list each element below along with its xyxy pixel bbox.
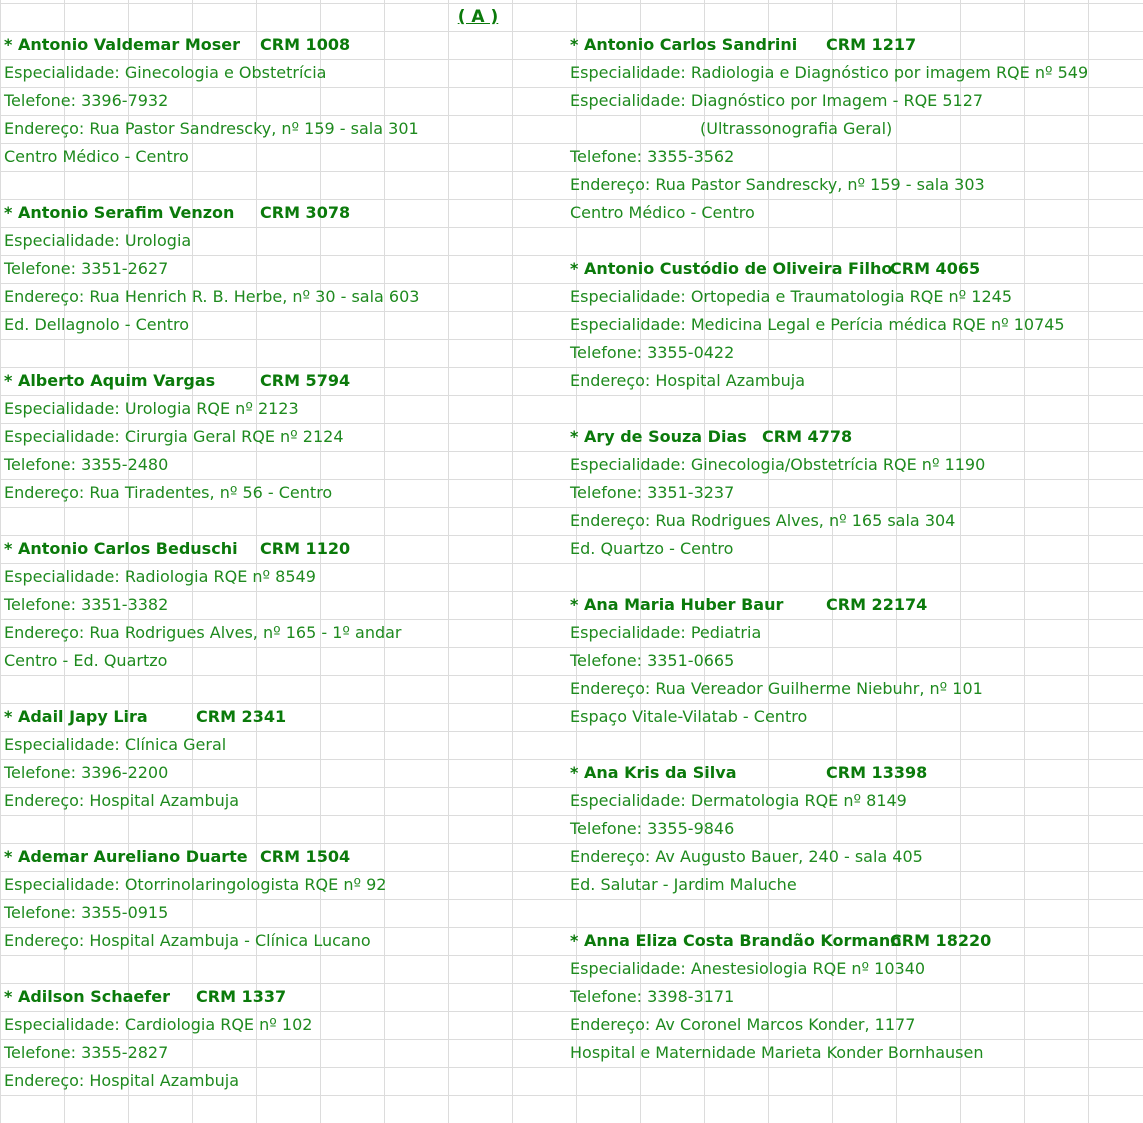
- right-doctor-detail[interactable]: Especialidade: Diagnóstico por Imagem - RQE 5127: [570, 91, 984, 110]
- right-doctor-crm[interactable]: CRM 22174: [826, 595, 928, 614]
- section-header-a[interactable]: ( A ): [457, 7, 499, 27]
- right-doctor-detail[interactable]: Centro Médico - Centro: [570, 203, 755, 222]
- left-doctor-detail[interactable]: Especialidade: Urologia RQE nº 2123: [4, 399, 299, 418]
- left-doctor-detail[interactable]: Endereço: Rua Henrich R. B. Herbe, nº 30 - sala 603: [4, 287, 420, 306]
- right-doctor-name[interactable]: * Ana Kris da Silva: [570, 763, 737, 782]
- left-doctor-detail[interactable]: Telefone: 3351-2627: [4, 259, 169, 278]
- right-doctor-detail[interactable]: Endereço: Rua Rodrigues Alves, nº 165 sala 304: [570, 511, 956, 530]
- right-doctor-detail[interactable]: (Ultrassonografia Geral): [700, 119, 893, 138]
- right-doctor-detail[interactable]: Endereço: Hospital Azambuja: [570, 371, 806, 390]
- right-doctor-detail[interactable]: Espaço Vitale-Vilatab - Centro: [570, 707, 808, 726]
- left-doctor-detail[interactable]: Endereço: Hospital Azambuja: [4, 1071, 240, 1090]
- right-doctor-detail[interactable]: Telefone: 3398-3171: [570, 987, 735, 1006]
- right-doctor-detail[interactable]: Especialidade: Ortopedia e Traumatologia RQE nº 1245: [570, 287, 1012, 306]
- right-doctor-detail[interactable]: Especialidade: Medicina Legal e Perícia médica RQE nº 10745: [570, 315, 1065, 334]
- right-doctor-detail[interactable]: Especialidade: Pediatria: [570, 623, 762, 642]
- left-doctor-detail[interactable]: Telefone: 3396-7932: [4, 91, 169, 110]
- left-doctor-detail[interactable]: Telefone: 3396-2200: [4, 763, 169, 782]
- left-doctor-detail[interactable]: Endereço: Rua Tiradentes, nº 56 - Centro: [4, 483, 333, 502]
- left-doctor-detail[interactable]: Especialidade: Clínica Geral: [4, 735, 227, 754]
- right-doctor-detail[interactable]: Especialidade: Dermatologia RQE nº 8149: [570, 791, 907, 810]
- left-doctor-detail[interactable]: Ed. Dellagnolo - Centro: [4, 315, 190, 334]
- left-doctor-crm[interactable]: CRM 3078: [260, 203, 351, 222]
- left-doctor-detail[interactable]: Endereço: Rua Pastor Sandrescky, nº 159 - sala 301: [4, 119, 419, 138]
- right-doctor-detail[interactable]: Hospital e Maternidade Marieta Konder Bornhausen: [570, 1043, 984, 1062]
- right-doctor-detail[interactable]: Endereço: Rua Vereador Guilherme Niebuhr, nº 101: [570, 679, 983, 698]
- left-doctor-crm[interactable]: CRM 1008: [260, 35, 351, 54]
- left-doctor-name[interactable]: * Ademar Aureliano Duarte: [4, 847, 248, 866]
- left-doctor-detail[interactable]: Centro Médico - Centro: [4, 147, 189, 166]
- right-doctor-detail[interactable]: Especialidade: Ginecologia/Obstetrícia RQE nº 1190: [570, 455, 986, 474]
- left-doctor-detail[interactable]: Especialidade: Otorrinolaringologista RQE nº 92: [4, 875, 387, 894]
- left-doctor-crm[interactable]: CRM 5794: [260, 371, 351, 390]
- left-doctor-name[interactable]: * Alberto Aquim Vargas: [4, 371, 216, 390]
- right-doctor-crm[interactable]: CRM 18220: [890, 931, 992, 950]
- left-doctor-detail[interactable]: Endereço: Hospital Azambuja - Clínica Lucano: [4, 931, 371, 950]
- left-doctor-crm[interactable]: CRM 1504: [260, 847, 351, 866]
- left-doctor-detail[interactable]: Centro - Ed. Quartzo: [4, 651, 168, 670]
- left-doctor-detail[interactable]: Telefone: 3351-3382: [4, 595, 169, 614]
- right-doctor-crm[interactable]: CRM 4778: [762, 427, 853, 446]
- left-doctor-name[interactable]: * Adilson Schaefer: [4, 987, 170, 1006]
- right-doctor-detail[interactable]: Telefone: 3355-9846: [570, 819, 735, 838]
- left-doctor-detail[interactable]: Endereço: Hospital Azambuja: [4, 791, 240, 810]
- right-doctor-name[interactable]: * Antonio Custódio de Oliveira Filho: [570, 259, 893, 278]
- right-doctor-detail[interactable]: Especialidade: Anestesiologia RQE nº 10340: [570, 959, 926, 978]
- left-doctor-detail[interactable]: Especialidade: Radiologia RQE nº 8549: [4, 567, 316, 586]
- left-doctor-detail[interactable]: Endereço: Rua Rodrigues Alves, nº 165 - 1º andar: [4, 623, 402, 642]
- left-doctor-detail[interactable]: Telefone: 3355-2480: [4, 455, 169, 474]
- right-doctor-detail[interactable]: Endereço: Av Augusto Bauer, 240 - sala 405: [570, 847, 923, 866]
- right-doctor-detail[interactable]: Ed. Salutar - Jardim Maluche: [570, 875, 797, 894]
- left-doctor-detail[interactable]: Especialidade: Urologia: [4, 231, 192, 250]
- right-doctor-crm[interactable]: CRM 13398: [826, 763, 928, 782]
- left-doctor-crm[interactable]: CRM 1337: [196, 987, 287, 1006]
- right-doctor-name[interactable]: * Antonio Carlos Sandrini: [570, 35, 798, 54]
- right-doctor-detail[interactable]: Endereço: Rua Pastor Sandrescky, nº 159 - sala 303: [570, 175, 985, 194]
- right-doctor-detail[interactable]: Especialidade: Radiologia e Diagnóstico por imagem RQE nº 549: [570, 63, 1089, 82]
- right-doctor-detail[interactable]: Telefone: 3351-0665: [570, 651, 735, 670]
- right-doctor-detail[interactable]: Endereço: Av Coronel Marcos Konder, 1177: [570, 1015, 916, 1034]
- right-doctor-name[interactable]: * Ary de Souza Dias: [570, 427, 747, 446]
- left-doctor-detail[interactable]: Especialidade: Ginecologia e Obstetrícia: [4, 63, 327, 82]
- left-doctor-detail[interactable]: Telefone: 3355-0915: [4, 903, 169, 922]
- left-doctor-detail[interactable]: Especialidade: Cirurgia Geral RQE nº 2124: [4, 427, 344, 446]
- left-doctor-crm[interactable]: CRM 2341: [196, 707, 287, 726]
- right-doctor-detail[interactable]: Ed. Quartzo - Centro: [570, 539, 734, 558]
- right-doctor-detail[interactable]: Telefone: 3355-0422: [570, 343, 735, 362]
- left-doctor-name[interactable]: * Antonio Serafim Venzon: [4, 203, 235, 222]
- left-doctor-name[interactable]: * Adail Japy Lira: [4, 707, 148, 726]
- right-doctor-name[interactable]: * Ana Maria Huber Baur: [570, 595, 784, 614]
- left-doctor-crm[interactable]: CRM 1120: [260, 539, 351, 558]
- right-doctor-crm[interactable]: CRM 4065: [890, 259, 981, 278]
- right-doctor-detail[interactable]: Telefone: 3355-3562: [570, 147, 735, 166]
- right-doctor-name[interactable]: * Anna Eliza Costa Brandão Kormann: [570, 931, 902, 950]
- left-doctor-detail[interactable]: Telefone: 3355-2827: [4, 1043, 169, 1062]
- right-doctor-crm[interactable]: CRM 1217: [826, 35, 917, 54]
- left-doctor-name[interactable]: * Antonio Valdemar Moser: [4, 35, 240, 54]
- right-doctor-detail[interactable]: Telefone: 3351-3237: [570, 483, 735, 502]
- left-doctor-name[interactable]: * Antonio Carlos Beduschi: [4, 539, 238, 558]
- left-doctor-detail[interactable]: Especialidade: Cardiologia RQE nº 102: [4, 1015, 313, 1034]
